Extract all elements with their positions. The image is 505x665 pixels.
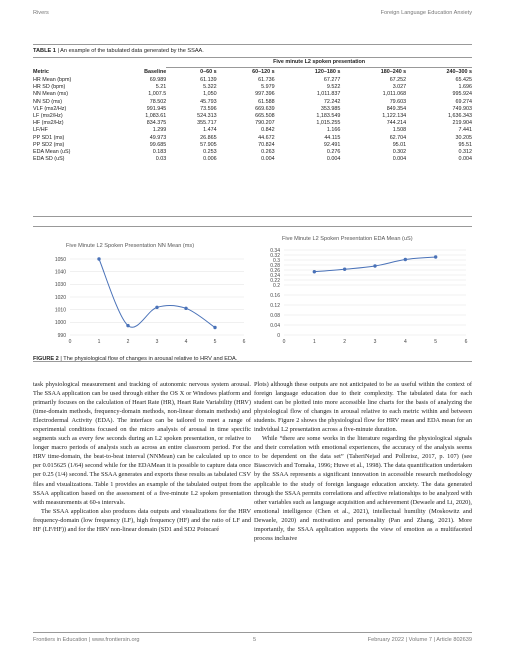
table-cell: 45.793	[200, 98, 217, 105]
table-row	[33, 106, 472, 113]
x-tick-label: 6	[242, 339, 246, 345]
table-cell: 73.596	[200, 105, 217, 112]
table-row	[33, 156, 472, 163]
table-cell: 1,183.549	[316, 113, 341, 120]
table-cell: 0.253	[203, 149, 217, 156]
table-cell: 61.736	[258, 77, 275, 83]
table-row-label: NN Mean (ms)	[33, 91, 69, 98]
table-cell: 5.322	[203, 84, 217, 91]
table-row	[33, 113, 472, 120]
table-cell: 0.263	[261, 149, 275, 156]
running-head-title: Foreign Language Education Anxiety	[380, 10, 472, 16]
table-cell: 0.312	[458, 149, 472, 156]
table-row-label: LF/HF	[33, 127, 48, 134]
table-cell: 0.842	[261, 127, 275, 134]
table-cell: 524.313	[197, 113, 217, 120]
table-row	[33, 77, 472, 84]
y-tick-label: 1000	[54, 320, 66, 327]
y-tick-label: 0.3	[273, 257, 280, 264]
table-row	[33, 99, 472, 106]
figure-label: FIGURE 2	[33, 356, 59, 362]
table-cell: 849.354	[386, 105, 407, 112]
table-group-header: Five minute L2 spoken presentation	[166, 58, 472, 68]
y-tick-label: 1040	[54, 269, 66, 276]
table-cell: 995.924	[452, 91, 472, 98]
table-group-spacer	[33, 58, 109, 68]
table-group-spacer	[109, 58, 166, 68]
data-point	[434, 255, 437, 258]
table-cell: 1,083.61	[145, 113, 167, 120]
data-point	[97, 257, 100, 260]
x-tick-label: 6	[464, 339, 468, 345]
body-paragraph: While “there are some works in the literature regarding the physiological signals and their correlation with emotional experiences, the accuracy of the analysis seems to be dependent on the data set” (TaheriNejad and Pollreisz, 2017, p. 107) (see Biascovich and Tomaka, 1996; Huwe et al., 1998). The data quantification undertaken by the SSAA represents a significant innovation in accessible research methodology applicable to the study of foreign language education anxiety. The data generated through the SSAA permits correlations and affective relationships to be analyzed with other variables such as language acquisition and achievement (Dewaele and Li, 2020), emotional intelligence (Chen et al., 2021), intellectual humility (Moskowitz and Dewaele, 2020) and motivation and personality (Pan and Zhang, 2021). More importantly, the SSAA application supports the view of emotion as a multifaceted process inclusive	[254, 435, 472, 542]
table-cell: 1,007.5	[148, 91, 167, 98]
x-tick-label: 5	[213, 339, 217, 345]
table-row-label: PP SD1 (ms)	[33, 134, 65, 141]
y-tick-label: 1030	[54, 282, 66, 289]
table-cell: 1,636.343	[448, 113, 472, 120]
table-caption	[33, 48, 204, 54]
table-column-header: 240–300 s	[446, 69, 472, 75]
table-cell: 5.979	[261, 84, 275, 91]
y-tick-label: 0.32	[270, 252, 280, 259]
table-cell: 0.006	[203, 156, 217, 163]
table-cell: 1.696	[458, 84, 472, 91]
table-cell: 1.508	[392, 127, 407, 134]
table-row	[33, 135, 472, 142]
table-cell: 0.004	[392, 156, 407, 163]
table-cell: 1,122.134	[382, 113, 407, 120]
table-cell: 95.01	[392, 141, 407, 148]
table-cell: 749.903	[452, 105, 472, 112]
data-point	[184, 307, 187, 310]
table-row	[33, 149, 472, 156]
y-tick-label: 1020	[54, 294, 66, 301]
y-tick-label: 0.2	[273, 282, 280, 289]
y-tick-label: 0.24	[270, 272, 280, 279]
table-row-label: EDA Mean (uS)	[33, 149, 71, 156]
x-tick-label: 3	[373, 339, 377, 345]
running-head-author: Rivers	[33, 10, 49, 16]
table-cell: 669.639	[255, 105, 275, 112]
table-cell: 72.242	[323, 98, 341, 105]
y-tick-label: 0	[277, 332, 280, 339]
table-cell: 62.704	[389, 134, 407, 141]
x-tick-label: 1	[312, 339, 316, 345]
footer-journal: Frontiers in Education | www.frontiersin.org	[33, 637, 140, 643]
table-cell: 70.824	[258, 141, 275, 148]
y-tick-label: 1010	[54, 307, 66, 314]
table-row-label: LF (ms2/Hz)	[33, 113, 63, 120]
table-column-header: 180–240 s	[380, 69, 407, 75]
y-tick-label: 0.28	[270, 262, 280, 269]
table-cell: 0.183	[152, 149, 167, 156]
table-row-label: PP SD2 (ms)	[33, 141, 65, 148]
x-tick-label: 1	[97, 339, 101, 345]
x-tick-label: 0	[282, 339, 286, 345]
y-tick-label: 0.12	[270, 302, 280, 309]
table-cell: 44.672	[258, 134, 275, 141]
x-tick-label: 2	[126, 339, 130, 345]
table-cell: 69.989	[149, 77, 167, 83]
table-cell: 44.115	[324, 134, 341, 141]
table-cell: 744.214	[386, 120, 407, 127]
data-table	[33, 58, 472, 163]
table-row	[33, 91, 472, 98]
x-tick-label: 5	[434, 339, 438, 345]
x-tick-label: 2	[343, 339, 347, 345]
table-row	[33, 84, 472, 91]
data-point	[126, 324, 129, 327]
y-tick-label: 0.26	[270, 267, 280, 274]
table-cell: 30.205	[455, 134, 472, 141]
x-tick-label: 4	[184, 339, 188, 345]
table-caption-text: | An example of the tabulated data generated by the SSAA.	[57, 48, 204, 54]
table-cell: 5.21	[155, 84, 167, 91]
body-column-right	[254, 380, 472, 543]
table-cell: 0.004	[458, 156, 472, 163]
table-cell: 79.603	[389, 98, 407, 105]
table-cell: 1.299	[152, 127, 167, 134]
table-cell: 65.425	[455, 77, 472, 83]
table-body	[33, 77, 472, 163]
page-number: 5	[253, 637, 257, 643]
table-cell: 78.502	[149, 98, 167, 105]
table-row	[33, 142, 472, 149]
series-line	[99, 259, 215, 327]
table-column-header: 120–180 s	[314, 69, 341, 75]
table-cell: 95.51	[458, 141, 472, 148]
table-row-label: HR Mean (bpm)	[33, 77, 72, 83]
y-tick-label: 0.34	[270, 247, 280, 254]
footer-rule	[33, 632, 472, 633]
x-tick-label: 4	[403, 339, 407, 345]
table-cell: 49.973	[149, 134, 167, 141]
table-cell: 9.522	[326, 84, 341, 91]
y-tick-label: 0.16	[270, 292, 280, 299]
table-cell: 67.277	[323, 77, 341, 83]
table-row-label: VLF (ms2/Hz)	[33, 105, 67, 112]
table-row	[33, 120, 472, 127]
table-row-label: EDA SD (uS)	[33, 156, 65, 163]
table-cell: 99.685	[149, 141, 167, 148]
table-column-header: 0–60 s	[200, 69, 217, 75]
table-cell: 1.474	[203, 127, 217, 134]
table-top-rule	[33, 44, 472, 45]
table-cell: 997.396	[255, 91, 275, 98]
table-label: TABLE 1	[33, 48, 56, 54]
nn-mean-chart	[34, 237, 250, 351]
table-cell: 665.508	[255, 113, 275, 120]
body-column-left	[33, 380, 251, 534]
table-cell: 92.491	[323, 141, 341, 148]
table-cell: 26.865	[200, 134, 217, 141]
data-point	[373, 264, 376, 267]
y-tick-label: 1050	[54, 256, 66, 263]
table-cell: 0.276	[326, 149, 341, 156]
table-cell: 219.904	[452, 120, 472, 127]
table-cell: 1,011.068	[382, 91, 407, 98]
table-cell: 3.027	[392, 84, 407, 91]
data-point	[155, 306, 158, 309]
table-cell: 69.274	[455, 98, 472, 105]
table-cell: 1,011.837	[316, 91, 341, 98]
table-column-header: Metric	[33, 68, 49, 75]
table-cell: 0.03	[155, 156, 167, 163]
y-tick-label: 0.22	[270, 277, 280, 284]
table-column-header: Baseline	[144, 68, 167, 75]
table-group-row	[33, 58, 472, 68]
data-point	[404, 258, 407, 261]
data-point	[213, 326, 216, 329]
table-cell: 834.375	[146, 120, 167, 127]
chart-title: Five Minute L2 Spoken Presentation EDA Mean (uS)	[282, 236, 413, 242]
y-tick-label: 0.04	[270, 322, 280, 329]
eda-mean-chart	[256, 232, 472, 351]
table-bottom-rule	[33, 216, 472, 217]
footer-issue: February 2022 | Volume 7 | Article 802639	[367, 637, 472, 643]
table-row-label: NN SD (ms)	[33, 98, 63, 105]
table-row-label: HR SD (bpm)	[33, 84, 66, 91]
table-cell: 7.441	[458, 127, 472, 134]
table-column-header: 60–120 s	[252, 69, 275, 75]
table-cell: 991.945	[146, 105, 167, 112]
table-cell: 67.252	[389, 77, 407, 83]
table-cell: 1.166	[326, 127, 341, 134]
running-head	[33, 10, 472, 20]
table-row-label: HF (ms2/Hz)	[33, 120, 64, 127]
body-paragraph: The SSAA application also produces data outputs and visualizations for the HRV frequency-domain (low frequency (LF), high frequency (HF) and the ratio of LF and HF (LF/HF)) and for the HRV non-linear domain (SD1 and SD2 Poincaré	[33, 507, 251, 533]
table-cell: 790.207	[255, 120, 275, 127]
table-cell: 61.139	[200, 77, 217, 83]
x-tick-label: 3	[155, 339, 159, 345]
table-cell: 1,015.255	[316, 120, 341, 127]
data-point	[343, 268, 346, 271]
table-cell: 57.905	[200, 141, 217, 148]
table-cell: 353.985	[320, 105, 341, 112]
y-tick-label: 0.08	[270, 312, 280, 319]
table-cell: 1,050	[203, 91, 217, 98]
body-paragraph: Plots) although these outputs are not anticipated to be as useful within the context of foreign language education due to their complexity. The tabulated data for each student can be plotted into more accessible line charts for the basis of analyzing the physiological flow of changes in arousal relative to each metric within and between students. Figure 2 shows the physiological flow for HRV mean and EDA mean for an individual L2 presentation across a five-minute duration.	[254, 381, 472, 434]
table-column-header-row	[33, 68, 472, 78]
chart-title: Five Minute L2 Spoken Presentation NN Mean (ms)	[66, 243, 195, 249]
figure-caption-text: | The physiological flow of changes in arousal relative to HRV and EDA.	[60, 356, 238, 362]
table-cell: 0.004	[326, 156, 341, 163]
table-cell: 0.302	[392, 149, 407, 156]
body-paragraph: task physiological measurement and tracking of autonomic nervous system arousal. The SSAA application can be used through either the OS X or Windows platform and primarily focuses on the calculation of Heart Rate (HR), Heart Rate Variability (HRV) (time-domain methods, frequency-domain methods, non-linear domain methods) and Electrodermal Activity (EDA). The interface can be tailored to meet a range of experimental conditions focused on the micro analysis of arousal in time specific segments such as every few seconds during an L2 spoken presentation, or relative to longer macro periods of analysis such as across an entire classroom period. For the HRV time-domain, the beat-to-beat interval (NNMean) can be calculated up to once per 0.015625 (1/64) second while for the EDAMean it is possible to capture data once per 0.25 (1/4) second. The SSAA generates and exports these results as tabulated CSV files and visualizations. Table 1 provides an example of the tabulated output from the SSAA application based on the assessment of a five-minute L2 spoken presentation with measurements at 60-s intervals.	[33, 381, 251, 506]
table-cell: 61.588	[258, 98, 275, 105]
x-tick-label: 0	[68, 339, 72, 345]
page-footer	[33, 637, 472, 647]
figure-caption	[33, 356, 237, 362]
table-row	[33, 127, 472, 134]
table-cell: 0.004	[261, 156, 275, 163]
table-cell: 355.717	[197, 120, 217, 127]
data-point	[313, 270, 316, 273]
y-tick-label: 990	[57, 332, 66, 339]
